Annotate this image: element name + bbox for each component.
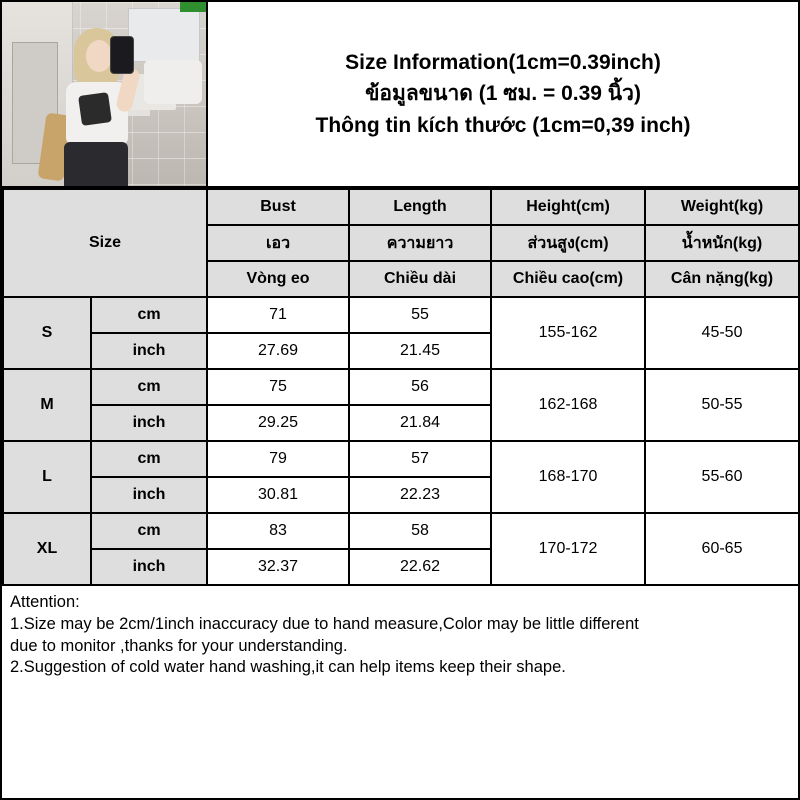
unit-inch: inch [91, 333, 207, 369]
l-length-inch: 22.23 [349, 477, 491, 513]
title-line-en: Size Information(1cm=0.39inch) [345, 50, 661, 74]
green-marker [180, 2, 208, 12]
l-bust-inch: 30.81 [207, 477, 349, 513]
row-size-m: M [3, 369, 91, 441]
col-length-vi: Chiều dài [349, 261, 491, 297]
unit-cm: cm [91, 513, 207, 549]
m-length-inch: 21.84 [349, 405, 491, 441]
row-size-l: L [3, 441, 91, 513]
l-height: 168-170 [491, 441, 645, 513]
m-height: 162-168 [491, 369, 645, 441]
col-length-en: Length [349, 189, 491, 225]
attention-line-2: due to monitor ,thanks for your understanding. [10, 636, 348, 655]
xl-length-inch: 22.62 [349, 549, 491, 585]
xl-length-cm: 58 [349, 513, 491, 549]
table-row [3, 297, 799, 333]
s-length-cm: 55 [349, 297, 491, 333]
col-bust-en: Bust [207, 189, 349, 225]
l-length-cm: 57 [349, 441, 491, 477]
unit-inch: inch [91, 405, 207, 441]
title-block [208, 2, 798, 186]
unit-cm: cm [91, 441, 207, 477]
col-height-vi: Chiều cao(cm) [491, 261, 645, 297]
s-weight: 45-50 [645, 297, 799, 369]
model-pants [64, 142, 128, 186]
phone-icon [110, 36, 134, 74]
title-line-vi: Thông tin kích thước (1cm=0,39 inch) [315, 113, 691, 137]
unit-cm: cm [91, 297, 207, 333]
row-size-s: S [3, 297, 91, 369]
unit-inch: inch [91, 477, 207, 513]
table-header-row-en [3, 189, 799, 225]
m-weight: 50-55 [645, 369, 799, 441]
size-header-cell: Size [3, 189, 207, 297]
m-bust-cm: 75 [207, 369, 349, 405]
l-weight: 55-60 [645, 441, 799, 513]
attention-block [2, 586, 798, 679]
m-length-cm: 56 [349, 369, 491, 405]
attention-line-3: 2.Suggestion of cold water hand washing,it can help items keep their shape. [10, 658, 566, 677]
sink-shape [144, 60, 202, 104]
unit-inch: inch [91, 549, 207, 585]
m-bust-inch: 29.25 [207, 405, 349, 441]
col-weight-en: Weight(kg) [645, 189, 799, 225]
attention-line-1: 1.Size may be 2cm/1inch inaccuracy due to hand measure,Color may be little different [10, 614, 639, 633]
xl-height: 170-172 [491, 513, 645, 585]
table-row [3, 513, 799, 549]
col-weight-th: น้ำหนัก(kg) [645, 225, 799, 261]
s-bust-inch: 27.69 [207, 333, 349, 369]
s-height: 155-162 [491, 297, 645, 369]
xl-weight: 60-65 [645, 513, 799, 585]
row-size-xl: XL [3, 513, 91, 585]
graphic-print [78, 92, 112, 126]
table-row [3, 441, 799, 477]
col-bust-vi: Vòng eo [207, 261, 349, 297]
col-bust-th: เอว [207, 225, 349, 261]
product-photo-image [2, 2, 206, 186]
header [2, 2, 798, 188]
col-height-en: Height(cm) [491, 189, 645, 225]
unit-cm: cm [91, 369, 207, 405]
xl-bust-inch: 32.37 [207, 549, 349, 585]
mirror-shape [128, 8, 200, 62]
size-table [2, 188, 800, 586]
s-length-inch: 21.45 [349, 333, 491, 369]
col-weight-vi: Cân nặng(kg) [645, 261, 799, 297]
title-line-th: ข้อมูลขนาด (1 ซม. = 0.39 นิ้ว) [365, 82, 641, 106]
product-photo [2, 2, 208, 186]
model-face [86, 40, 112, 72]
s-bust-cm: 71 [207, 297, 349, 333]
col-length-th: ความยาว [349, 225, 491, 261]
col-height-th: ส่วนสูง(cm) [491, 225, 645, 261]
xl-bust-cm: 83 [207, 513, 349, 549]
attention-title: Attention: [10, 593, 80, 611]
l-bust-cm: 79 [207, 441, 349, 477]
table-row [3, 369, 799, 405]
